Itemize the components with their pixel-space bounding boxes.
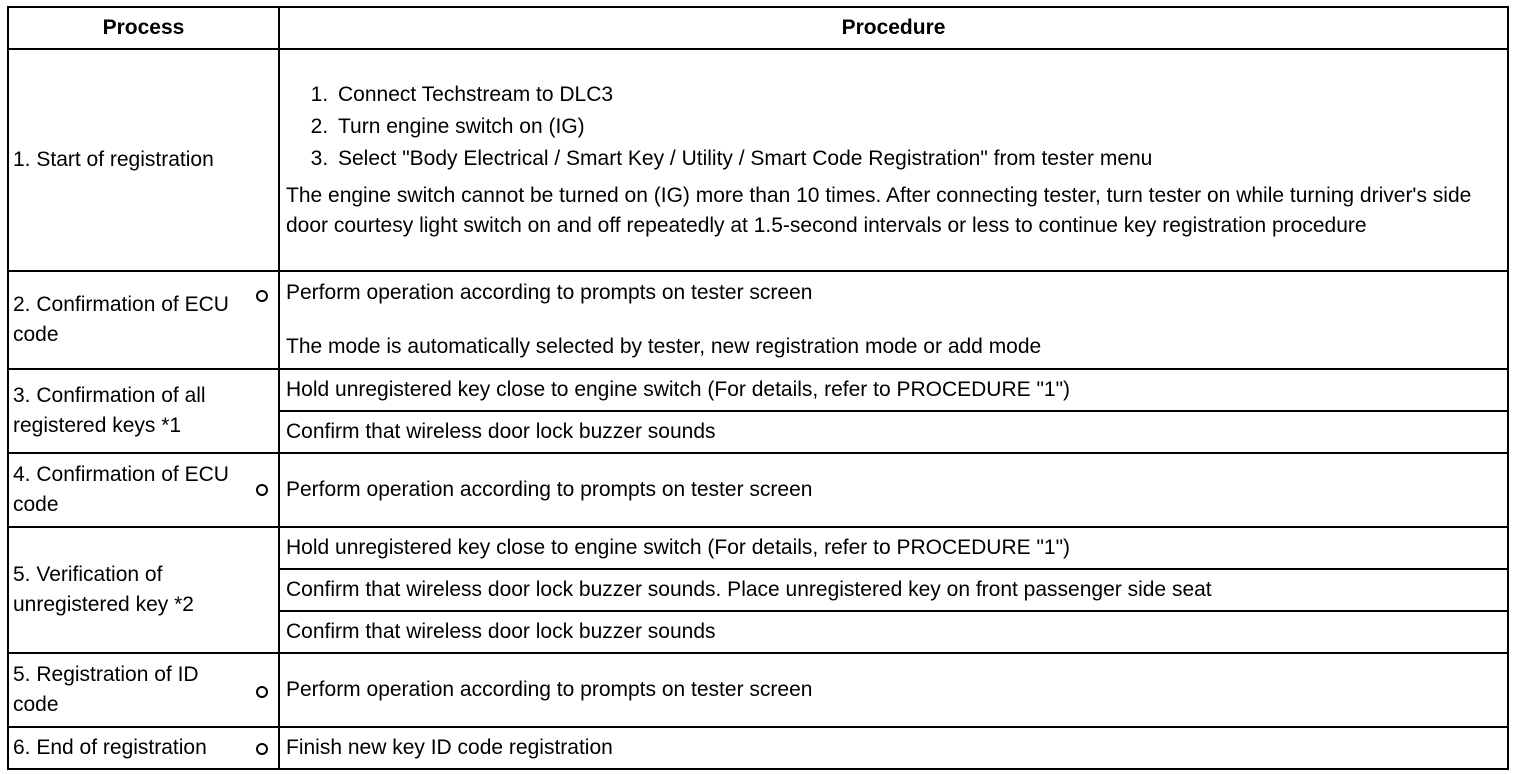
step-item: 2. Turn engine switch on (IG): [334, 111, 1507, 143]
registration-procedure-table: [7, 6, 1509, 770]
procedure-line: Confirm that wireless door lock buzzer sounds. Place unregistered key on front passenger side seat: [279, 569, 1508, 611]
process-cell: [8, 453, 279, 527]
procedure-cell: [279, 49, 1508, 271]
process-cell: [8, 527, 279, 653]
process-label: 2. Confirmation of ECU code: [13, 293, 229, 346]
circle-icon: [256, 686, 268, 698]
circle-icon: [256, 484, 268, 496]
step-list: [286, 79, 1507, 175]
process-label: 3. Confirmation of all registered keys *1: [13, 384, 206, 437]
header-procedure: Procedure: [279, 7, 1508, 49]
header-row: [8, 7, 1508, 49]
header-process: Process: [8, 7, 279, 49]
step-item: 3. Select "Body Electrical / Smart Key / Utility / Smart Code Registration" from tester menu: [334, 143, 1507, 175]
step-item: 1. Connect Techstream to DLC3: [334, 79, 1507, 111]
process-cell: [8, 727, 279, 769]
process-cell: [8, 653, 279, 727]
table-row: [8, 653, 1508, 727]
table-row: [8, 271, 1508, 369]
process-label: 5. Registration of ID code: [13, 663, 199, 716]
circle-icon: [256, 743, 268, 755]
procedure-line: Perform operation according to prompts on tester screen: [279, 453, 1508, 527]
procedure-line: Hold unregistered key close to engine switch (For details, refer to PROCEDURE "1"): [279, 369, 1508, 411]
process-cell: [8, 369, 279, 453]
table-row: [8, 527, 1508, 569]
procedure-cell: [279, 271, 1508, 369]
procedure-line: Perform operation according to prompts on tester screen: [279, 653, 1508, 727]
procedure-line: Confirm that wireless door lock buzzer sounds: [279, 411, 1508, 453]
procedure-line: Perform operation according to prompts on tester screen: [286, 281, 813, 304]
process-label: 5. Verification of unregistered key *2: [13, 563, 194, 616]
procedure-line: Hold unregistered key close to engine switch (For details, refer to PROCEDURE "1"): [279, 527, 1508, 569]
process-label: 6. End of registration: [13, 736, 207, 759]
table-row: [8, 727, 1508, 769]
process-label: 1. Start of registration: [13, 148, 214, 171]
process-cell: [8, 271, 279, 369]
process-cell: [8, 49, 279, 271]
procedure-note: The engine switch cannot be turned on (IG) more than 10 times. After connecting tester, turn tester on while turning driver's side door courtesy light switch on and off repeatedly at 1.5-second intervals or less to continue key registration procedure: [286, 184, 1472, 237]
procedure-line: Finish new key ID code registration: [279, 727, 1508, 769]
procedure-line: The mode is automatically selected by tester, new registration mode or add mode: [286, 335, 1042, 358]
table-row: [8, 49, 1508, 271]
process-label: 4. Confirmation of ECU code: [13, 463, 229, 516]
table-row: [8, 369, 1508, 411]
procedure-line: Confirm that wireless door lock buzzer sounds: [279, 611, 1508, 653]
table-row: [8, 453, 1508, 527]
circle-icon: [256, 290, 268, 302]
